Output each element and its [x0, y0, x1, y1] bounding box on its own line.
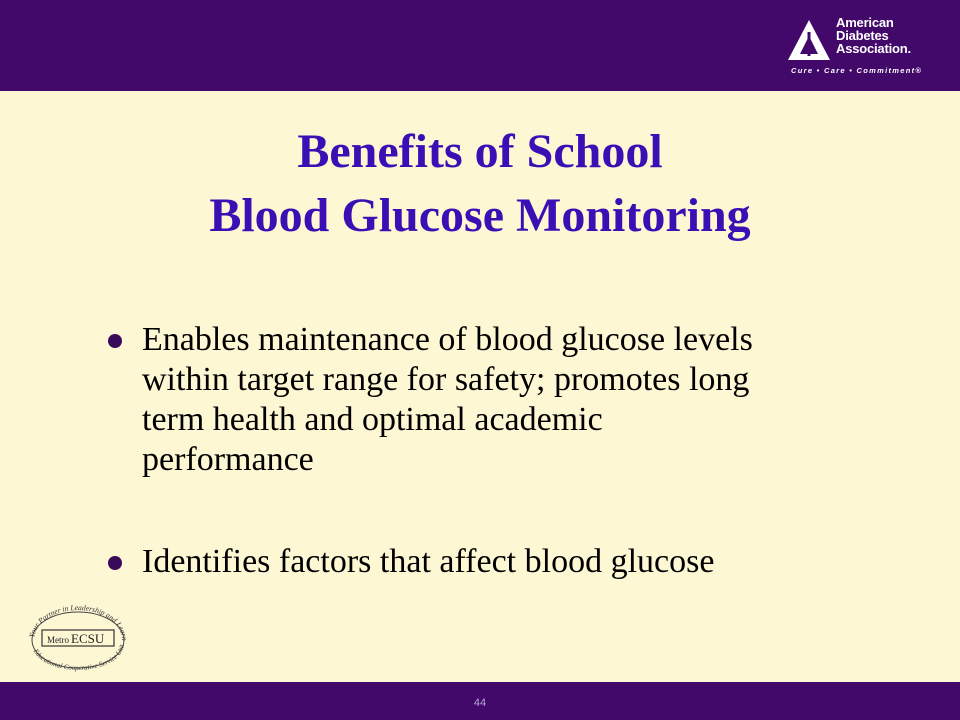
- slide-title: [0, 120, 960, 248]
- ecsu-name-text: ECSU: [71, 631, 105, 646]
- page-number: 44: [473, 697, 487, 709]
- ada-name-line-2: Diabetes: [836, 28, 889, 43]
- bullet-dot-icon: [108, 334, 122, 348]
- bullet-line: Enables maintenance of blood glucose levels: [142, 321, 753, 358]
- ada-wordmark: [836, 16, 911, 55]
- bullet-item: [108, 320, 908, 480]
- svg-text:Educational Cooperative Servic: [31, 643, 126, 672]
- bullet-item: [108, 542, 908, 582]
- bullet-list: [108, 320, 908, 582]
- slide-title-line-1: Benefits of School: [297, 125, 663, 178]
- ada-triangle-icon: [786, 18, 832, 62]
- metro-ecsu-emblem-icon: [26, 600, 130, 672]
- bullet-line: Identifies factors that affect blood glucose: [142, 543, 715, 580]
- metro-ecsu-logo: [26, 600, 130, 672]
- bullet-line: term health and optimal academic: [142, 401, 603, 438]
- bullet-line: performance: [142, 441, 314, 478]
- ada-name-line-3: Association.: [836, 41, 911, 56]
- ecsu-prefix-text: Metro: [47, 635, 69, 645]
- ecsu-arc-bottom-text: Educational Cooperative Service Unit: [31, 644, 126, 672]
- ecsu-arc-top-text: Your Partner in Leadership and Learn: [27, 602, 130, 641]
- bullet-dot-icon: [108, 556, 122, 570]
- ada-tagline: Cure • Care • Commitment®: [791, 66, 923, 75]
- slide-title-line-2: Blood Glucose Monitoring: [209, 189, 751, 242]
- ada-name-line-1: American: [836, 15, 894, 30]
- american-diabetes-association-logo: [786, 16, 946, 82]
- bullet-line: within target range for safety; promotes long: [142, 361, 750, 398]
